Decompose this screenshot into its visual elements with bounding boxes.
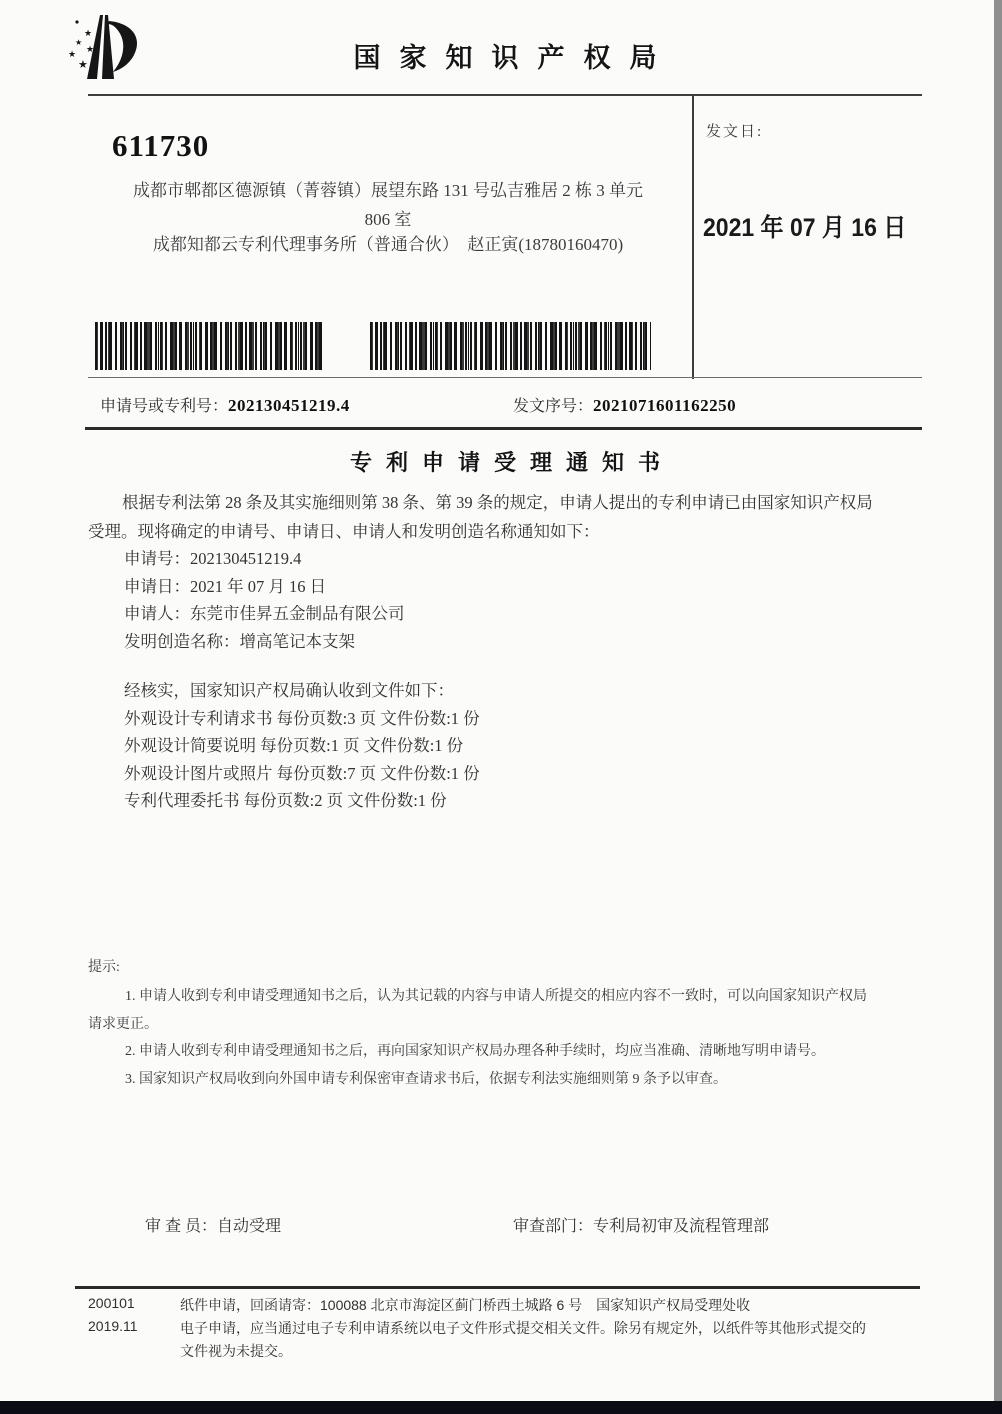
recipient-address-line2: 806 室 bbox=[364, 210, 412, 229]
svg-text:★: ★ bbox=[75, 38, 83, 47]
footer-form-code: 200101 bbox=[88, 1295, 135, 1311]
tips-list bbox=[88, 983, 938, 1093]
dispatch-date-value: 2021 年 07 月 16 日 bbox=[703, 214, 907, 242]
svg-text:★: ★ bbox=[84, 29, 93, 39]
barcode-right bbox=[370, 322, 651, 370]
received-files-header: 经核实，国家知识产权局确认收到文件如下： bbox=[124, 681, 454, 700]
tip-line: 1. 申请人收到专利申请受理通知书之后，认为其记载的内容与申请人所提交的相应内容不一致时，可以向国家知识产权局 bbox=[125, 989, 867, 1004]
received-file-item: 外观设计专利请求书 每份页数:3 页 文件份数:1 份 bbox=[124, 708, 480, 728]
recipient-agent-line: 成都知都云专利代理事务所（普通合伙） 赵正寅(18780160470) bbox=[152, 235, 624, 254]
notice-title: 专利申请受理通知书 bbox=[349, 450, 674, 475]
scan-edge-bottom bbox=[0, 1401, 1002, 1414]
barcode-left bbox=[95, 322, 325, 370]
header-rule bbox=[88, 94, 922, 96]
intro-line: 根据专利法第 28 条及其实施细则第 38 条、第 39 条的规定，申请人提出的专利申请已由国家知识产权局 bbox=[122, 493, 873, 512]
received-file-item: 外观设计图片或照片 每份页数:7 页 文件份数:1 份 bbox=[124, 763, 480, 783]
application-fields bbox=[124, 545, 405, 655]
footer-form-version: 2019.11 bbox=[88, 1318, 138, 1334]
received-files-list bbox=[124, 677, 480, 815]
tip-line: 请求更正。 bbox=[88, 1016, 158, 1032]
serial-number-row bbox=[513, 393, 736, 416]
title-section-rule bbox=[85, 427, 922, 430]
field-application-number: 申请号：202130451219.4 bbox=[124, 549, 302, 568]
intro-line: 受理。现将确定的申请号、申请日、申请人和发明创造名称通知如下： bbox=[88, 522, 600, 541]
field-applicant: 申请人：东莞市佳昇五金制品有限公司 bbox=[124, 604, 405, 623]
application-number-value: 202130451219.4 bbox=[228, 396, 350, 415]
svg-text:★: ★ bbox=[68, 50, 77, 60]
department-field: 审查部门：专利局初审及流程管理部 bbox=[513, 1218, 770, 1235]
svg-text:★: ★ bbox=[86, 45, 95, 55]
footer-e-filing-note-cont: 文件视为未提交。 bbox=[180, 1343, 292, 1359]
tips-label: 提示: bbox=[88, 960, 120, 975]
barcode-section-rule bbox=[88, 377, 922, 378]
field-application-date: 申请日：2021 年 07 月 16 日 bbox=[124, 576, 327, 596]
examiner-field: 审 查 员：自动受理 bbox=[145, 1218, 282, 1235]
field-invention-title: 发明创造名称：增高笔记本支架 bbox=[124, 631, 355, 651]
application-number-row bbox=[100, 393, 350, 416]
serial-number-label: 发文序号： bbox=[513, 398, 594, 415]
footer-paper-filing-note: 纸件申请，回函请寄：100088 北京市海淀区蓟门桥西土城路 6 号 国家知识产权局受理处收 bbox=[180, 1297, 751, 1313]
svg-text:★: ★ bbox=[78, 58, 88, 71]
received-file-item: 外观设计简要说明 每份页数:1 页 文件份数:1 份 bbox=[124, 736, 464, 755]
received-file-item: 专利代理委托书 每份页数:2 页 文件份数:1 份 bbox=[124, 791, 447, 810]
footer-rule bbox=[75, 1286, 920, 1289]
serial-number-value: 2021071601162250 bbox=[593, 396, 737, 415]
application-number-label: 申请号或专利号： bbox=[100, 398, 229, 415]
dispatch-box-divider bbox=[692, 94, 694, 379]
agency-title: 国家知识产权局 bbox=[353, 43, 676, 73]
tip-line: 2. 申请人收到专利申请受理通知书之后，再向国家知识产权局办理各种手续时，均应当准确、清晰地写明申请号。 bbox=[125, 1044, 825, 1059]
footer-e-filing-note: 电子申请，应当通过电子专利申请系统以电子文件形式提交相关文件。除另有规定外，以纸件等其他形式提交的 bbox=[180, 1320, 866, 1336]
recipient-code: 611730 bbox=[112, 128, 210, 163]
dispatch-date-label: 发文日: bbox=[706, 124, 764, 140]
tip-line: 3. 国家知识产权局收到向外国申请专利保密审查请求书后，依据专利法实施细则第 9 条予以审查。 bbox=[125, 1071, 727, 1087]
recipient-address-line1: 成都市郫都区德源镇（菁蓉镇）展望东路 131 号弘吉雅居 2 栋 3 单元 bbox=[133, 181, 643, 200]
scan-edge-right bbox=[994, 0, 1002, 1414]
